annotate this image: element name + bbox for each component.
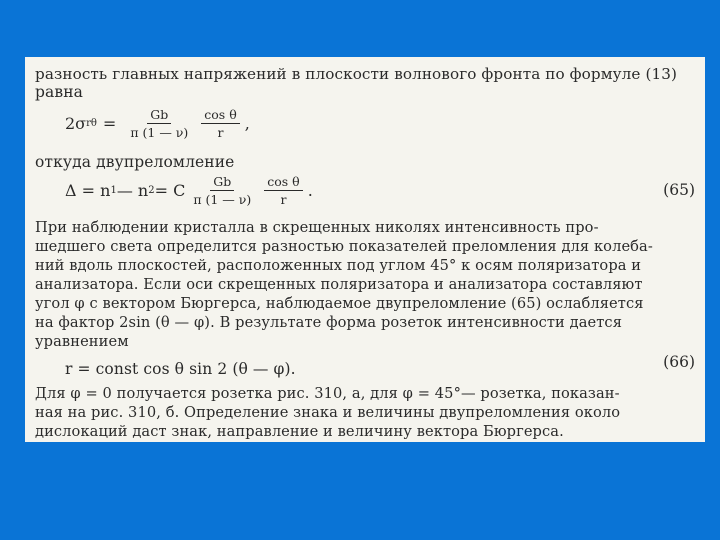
- formula-stress-difference: [65, 107, 250, 140]
- formula-punctuation: .: [307, 181, 313, 200]
- fraction-numerator: cos θ: [264, 174, 302, 191]
- equation-number: (65): [663, 181, 695, 199]
- text-line: разность главных напряжений в плоскости волнового фронта по формуле (13): [35, 65, 678, 83]
- fraction-numerator: Gb: [210, 174, 234, 191]
- scanned-page: [25, 57, 705, 442]
- formula-part: — n: [116, 181, 149, 200]
- formula-lhs: 2σ: [65, 114, 87, 133]
- formula-rosette: r = const cos θ sin 2 (θ — φ).: [65, 360, 296, 378]
- text-line: уравнением: [35, 333, 129, 350]
- formula-lhs: Δ = n: [65, 181, 111, 200]
- text-line: ная на рис. 310, б. Определение знака и величины двупреломления около: [35, 404, 621, 421]
- text-line: ний вдоль плоскостей, расположенных под углом 45° к осям поляризатора и: [35, 257, 642, 274]
- formula-punctuation: ,: [244, 114, 250, 133]
- text-line: откуда двупреломление: [35, 153, 235, 171]
- fraction-denominator: r: [217, 125, 224, 140]
- text-line: дислокаций даст знак, направление и величину вектора Бюргерса.: [35, 423, 564, 440]
- text-line: шедшего света определится разностью показателей преломления для колеба-: [35, 238, 653, 255]
- fraction: [201, 107, 239, 140]
- text-line: на фактор 2sin (θ — φ). В результате форма розеток интенсивности дается: [35, 314, 622, 331]
- formula-subscript: 2: [148, 185, 155, 196]
- fraction-denominator: r: [280, 192, 287, 207]
- equation-number: (66): [663, 353, 695, 371]
- fraction-numerator: Gb: [147, 107, 171, 124]
- text-line: При наблюдении кристалла в скрещенных николях интенсивность про-: [35, 219, 599, 236]
- formula-subscript: rθ: [86, 118, 97, 129]
- fraction: [190, 174, 254, 207]
- fraction: [127, 107, 191, 140]
- formula-part: = C: [154, 181, 186, 200]
- formula-equals: =: [102, 114, 117, 133]
- text-line: угол φ с вектором Бюргерса, наблюдаемое двупреломление (65) ослабляется: [35, 295, 644, 312]
- formula-subscript: 1: [110, 185, 117, 196]
- formula-birefringence: [65, 174, 313, 207]
- text-line: анализатора. Если оси скрещенных поляризатора и анализатора составляют: [35, 276, 643, 293]
- text-line: равна: [35, 83, 83, 101]
- fraction-numerator: cos θ: [201, 107, 239, 124]
- text-line: Для φ = 0 получается розетка рис. 310, а, для φ = 45°— розетка, показан-: [35, 385, 620, 402]
- fraction: [264, 174, 302, 207]
- fraction-denominator: π (1 — ν): [193, 192, 252, 207]
- fraction-denominator: π (1 — ν): [130, 125, 189, 140]
